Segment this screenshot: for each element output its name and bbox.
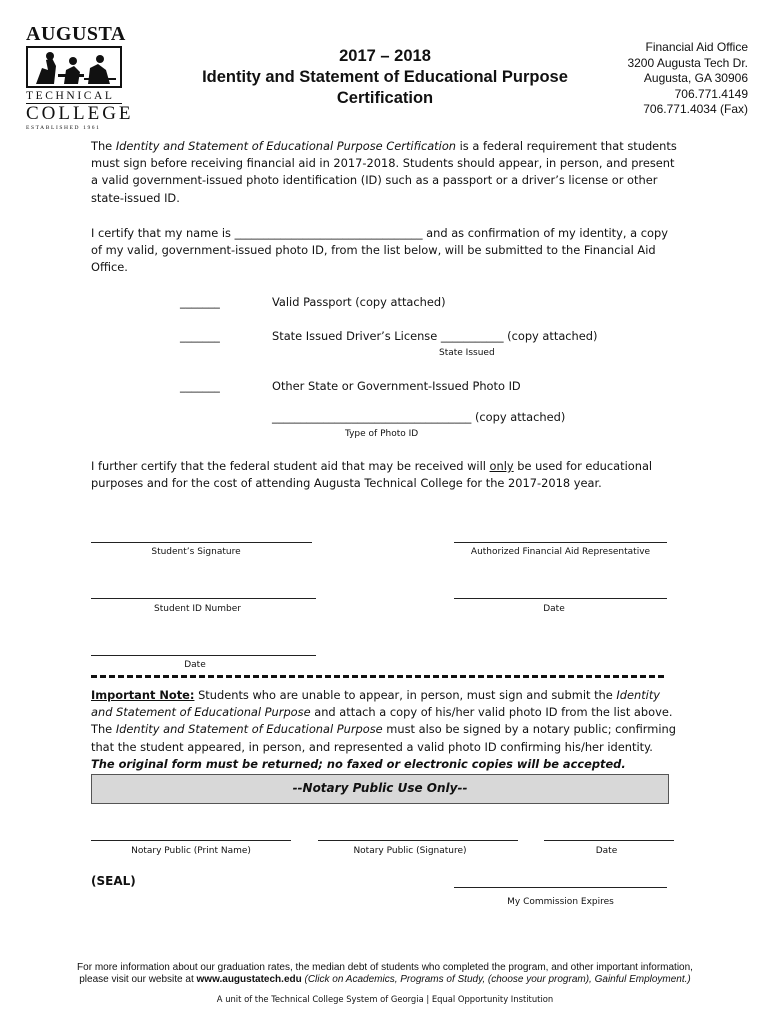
- logo-emblem-image: [26, 46, 122, 88]
- student-signature-label: Student’s Signature: [151, 547, 241, 557]
- student-date-label: Date: [184, 660, 206, 670]
- other-id-type-field[interactable]: ___________________________________ (copy attached): [272, 410, 566, 424]
- intro-paragraph: The Identity and Statement of Educational Purpose Certification is a federal requirement that students must sign before receiving financial aid in 2017-2018. Students should appear, in person, and present a valid government-issued photo identification (ID) such as a passport or a driver’s license or other state-issued ID.: [91, 139, 677, 205]
- notary-print-name-label: Notary Public (Print Name): [131, 846, 251, 856]
- office-name: Financial Aid Office: [645, 40, 748, 54]
- original-form-warning: The original form must be returned; no faxed or electronic copies will be accepted.: [91, 756, 626, 771]
- seal-label: (SEAL): [91, 874, 136, 888]
- office-street: 3200 Augusta Tech Dr.: [627, 55, 748, 70]
- student-id-line[interactable]: [91, 598, 316, 599]
- notary-signature-label: Notary Public (Signature): [353, 846, 467, 856]
- state-issued-label: State Issued: [439, 348, 495, 358]
- form-title: [150, 46, 620, 109]
- important-note-paragraph: Important Note: Students who are unable to appear, in person, must sign and submit the Identity and Statement of Educational Purpose and attach a copy of his/her valid photo ID from the list above. The Identity and Statement of Educational Purpose must also be signed by a notary public; confirming that the student appeared, in person, and represented a valid photo ID confirming his/her identity. The original form must be returned; no faxed or electronic copies will be accepted.: [91, 688, 677, 771]
- notary-signature-line[interactable]: [318, 840, 518, 841]
- notary-date-line[interactable]: [544, 840, 674, 841]
- emblem-figures-icon: [28, 48, 120, 86]
- certify-paragraph: I certify that my name is _________________________________ and as confirmation of my identity, a copy of my valid, government-issued photo ID, from the list below, will be submitted to the Financial Aid Office.: [91, 226, 668, 275]
- website-link[interactable]: www.augustatech.edu: [196, 974, 302, 985]
- commission-expires-label: My Commission Expires: [507, 897, 614, 907]
- only-emphasis: only: [489, 459, 514, 473]
- notary-date-label: Date: [595, 846, 618, 856]
- logo-established: ESTABLISHED 1961: [26, 125, 101, 131]
- logo-college: COLLEGE: [26, 103, 134, 124]
- office-phone: 706.771.4149: [674, 86, 748, 101]
- logo-augusta: AUGUSTA: [26, 23, 126, 45]
- other-id-option: Other State or Government-Issued Photo ID: [272, 379, 521, 393]
- photo-id-type-label: Type of Photo ID: [345, 429, 419, 439]
- footer-info: For more information about our graduation rates, the median debt of students who completed the program, and other important information, please visit our website at www.augustatech.edu (Click on Academics, Programs of Study, (choose your program), Gainful Employment.): [77, 962, 693, 985]
- office-address: [627, 40, 748, 118]
- other-id-checkbox-line[interactable]: _______: [180, 379, 220, 393]
- passport-checkbox-line[interactable]: _______: [180, 295, 220, 309]
- student-signature-line[interactable]: [91, 542, 312, 543]
- commission-expires-line[interactable]: [454, 887, 667, 888]
- license-option: State Issued Driver’s License ___________ (copy attached): [272, 329, 598, 343]
- logo-technical: TECHNICAL: [26, 90, 122, 104]
- passport-option: Valid Passport (copy attached): [272, 295, 446, 309]
- further-certify-paragraph: I further certify that the federal student aid that may be received will only be used for educational purposes and for the cost of attending Augusta Technical College for the 2017-2018 year.: [91, 459, 653, 491]
- student-date-line[interactable]: [91, 655, 316, 656]
- notary-use-only-banner: --Notary Public Use Only--: [91, 774, 669, 804]
- office-fax: 706.771.4034 (Fax): [643, 102, 748, 116]
- office-city: Augusta, GA 30906: [643, 71, 748, 85]
- form-year: 2017 – 2018: [339, 47, 431, 65]
- important-note-label: Important Note:: [91, 688, 195, 702]
- footer-tcsg: A unit of the Technical College System of Georgia | Equal Opportunity Institution: [216, 994, 554, 1004]
- rep-date-label: Date: [543, 604, 565, 614]
- form-name: Identity and Statement of Educational Purpose Certification: [115, 139, 457, 153]
- rep-date-line[interactable]: [454, 598, 667, 599]
- form-title-line2: Certification: [336, 89, 434, 107]
- rep-signature-line[interactable]: [454, 542, 667, 543]
- notary-print-name-line[interactable]: [91, 840, 291, 841]
- cut-line-divider: [91, 675, 664, 678]
- form-title-line1: Identity and Statement of Educational Purpose: [202, 68, 568, 86]
- college-logo: [26, 23, 134, 131]
- license-checkbox-line[interactable]: _______: [180, 329, 220, 343]
- rep-signature-label: Authorized Financial Aid Representative: [470, 547, 651, 557]
- student-id-label: Student ID Number: [154, 604, 241, 614]
